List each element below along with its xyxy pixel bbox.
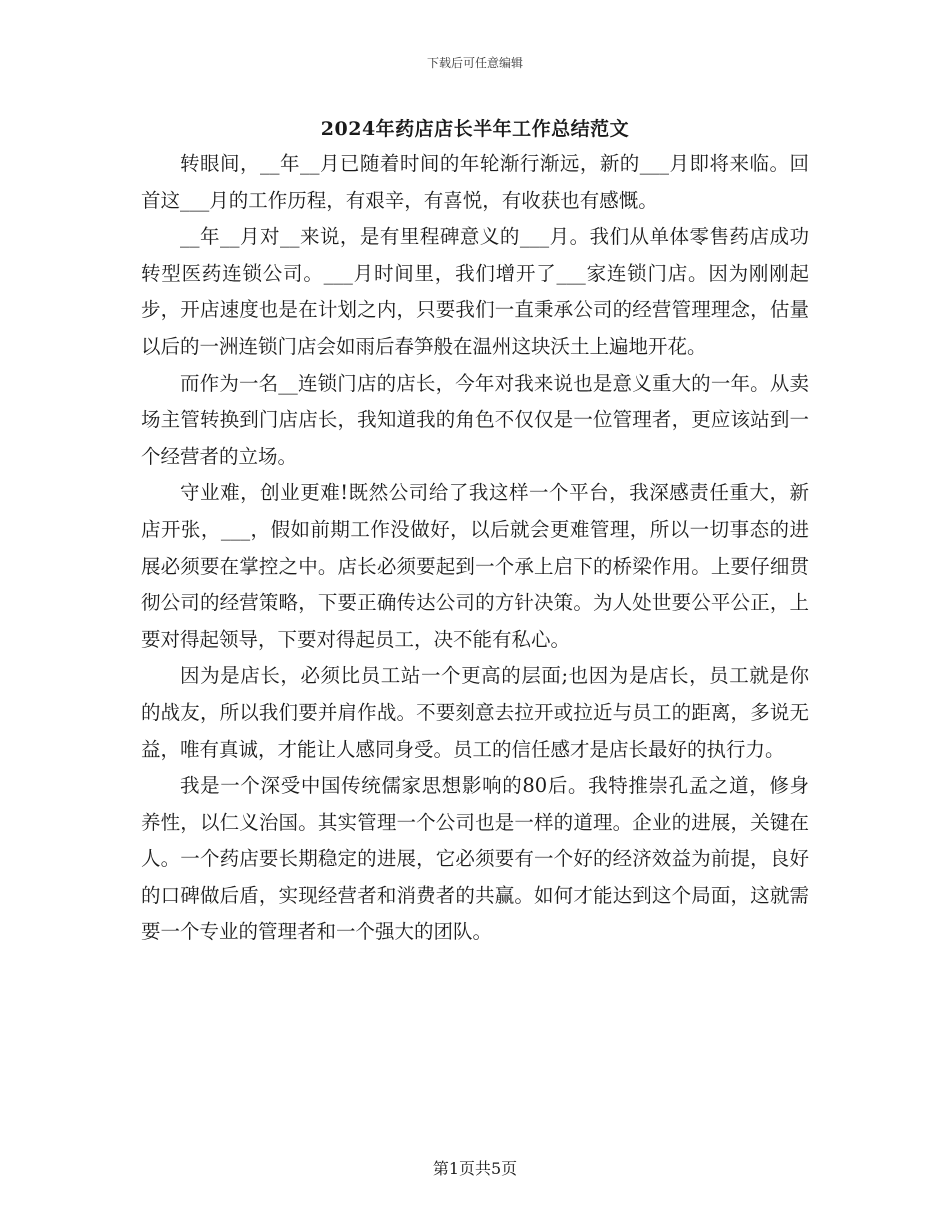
paragraph-6: 我是一个深受中国传统儒家思想影响的80后。我特推崇孔孟之道，修身养性，以仁义治国。其实管理一个公司也是一样的道理。企业的进展，关键在人。一个药店要长期稳定的进展，它必须要有一个好的经济效益为前提，良好的口碑做后盾，实现经营者和消费者的共赢。如何才能达到这个局面，这就需要一个专业的管理者和一个强大的团队。 [141, 774, 809, 944]
paragraph-1: 转眼间，__年__月已随着时间的年轮渐行渐远，新的___月即将来临。回首这___月的工作历程，有艰辛，有喜悦，有收获也有感慨。 [141, 152, 809, 212]
paragraph-3: 而作为一名__连锁门店的店长，今年对我来说也是意义重大的一年。从卖场主管转换到门店店长，我知道我的角色不仅仅是一位管理者，更应该站到一个经营者的立场。 [141, 371, 809, 468]
paragraph-5: 因为是店长，必须比员工站一个更高的层面;也因为是店长，员工就是你的战友，所以我们要并肩作战。不要刻意去拉开或拉近与员工的距离，多说无益，唯有真诚，才能让人感同身受。员工的信任感才是店长最好的执行力。 [141, 664, 809, 761]
paragraph-4: 守业难，创业更难!既然公司给了我这样一个平台，我深感责任重大，新店开张，___，假如前期工作没做好，以后就会更难管理，所以一切事态的进展必须要在掌控之中。店长必须要起到一个承上启下的桥梁作用。上要仔细贯彻公司的经营策略，下要正确传达公司的方针决策。为人处世要公平公正，上要对得起领导，下要对得起员工，决不能有私心。 [141, 481, 809, 651]
paragraph-2: __年__月对__来说，是有里程碑意义的___月。我们从单体零售药店成功转型医药连锁公司。___月时间里，我们增开了___家连锁门店。因为刚刚起步，开店速度也是在计划之内，只要我们一直秉承公司的经营管理理念，估量以后的一洲连锁门店会如雨后春笋般在温州这块沃土上遍地开花。 [141, 225, 809, 358]
page-number: 第1页共5页 [432, 1159, 518, 1178]
header-note: 下载后可任意编辑 [426, 56, 523, 70]
document-title: 2024年药店店长半年工作总结范文 [320, 118, 630, 140]
document-body [141, 146, 809, 951]
